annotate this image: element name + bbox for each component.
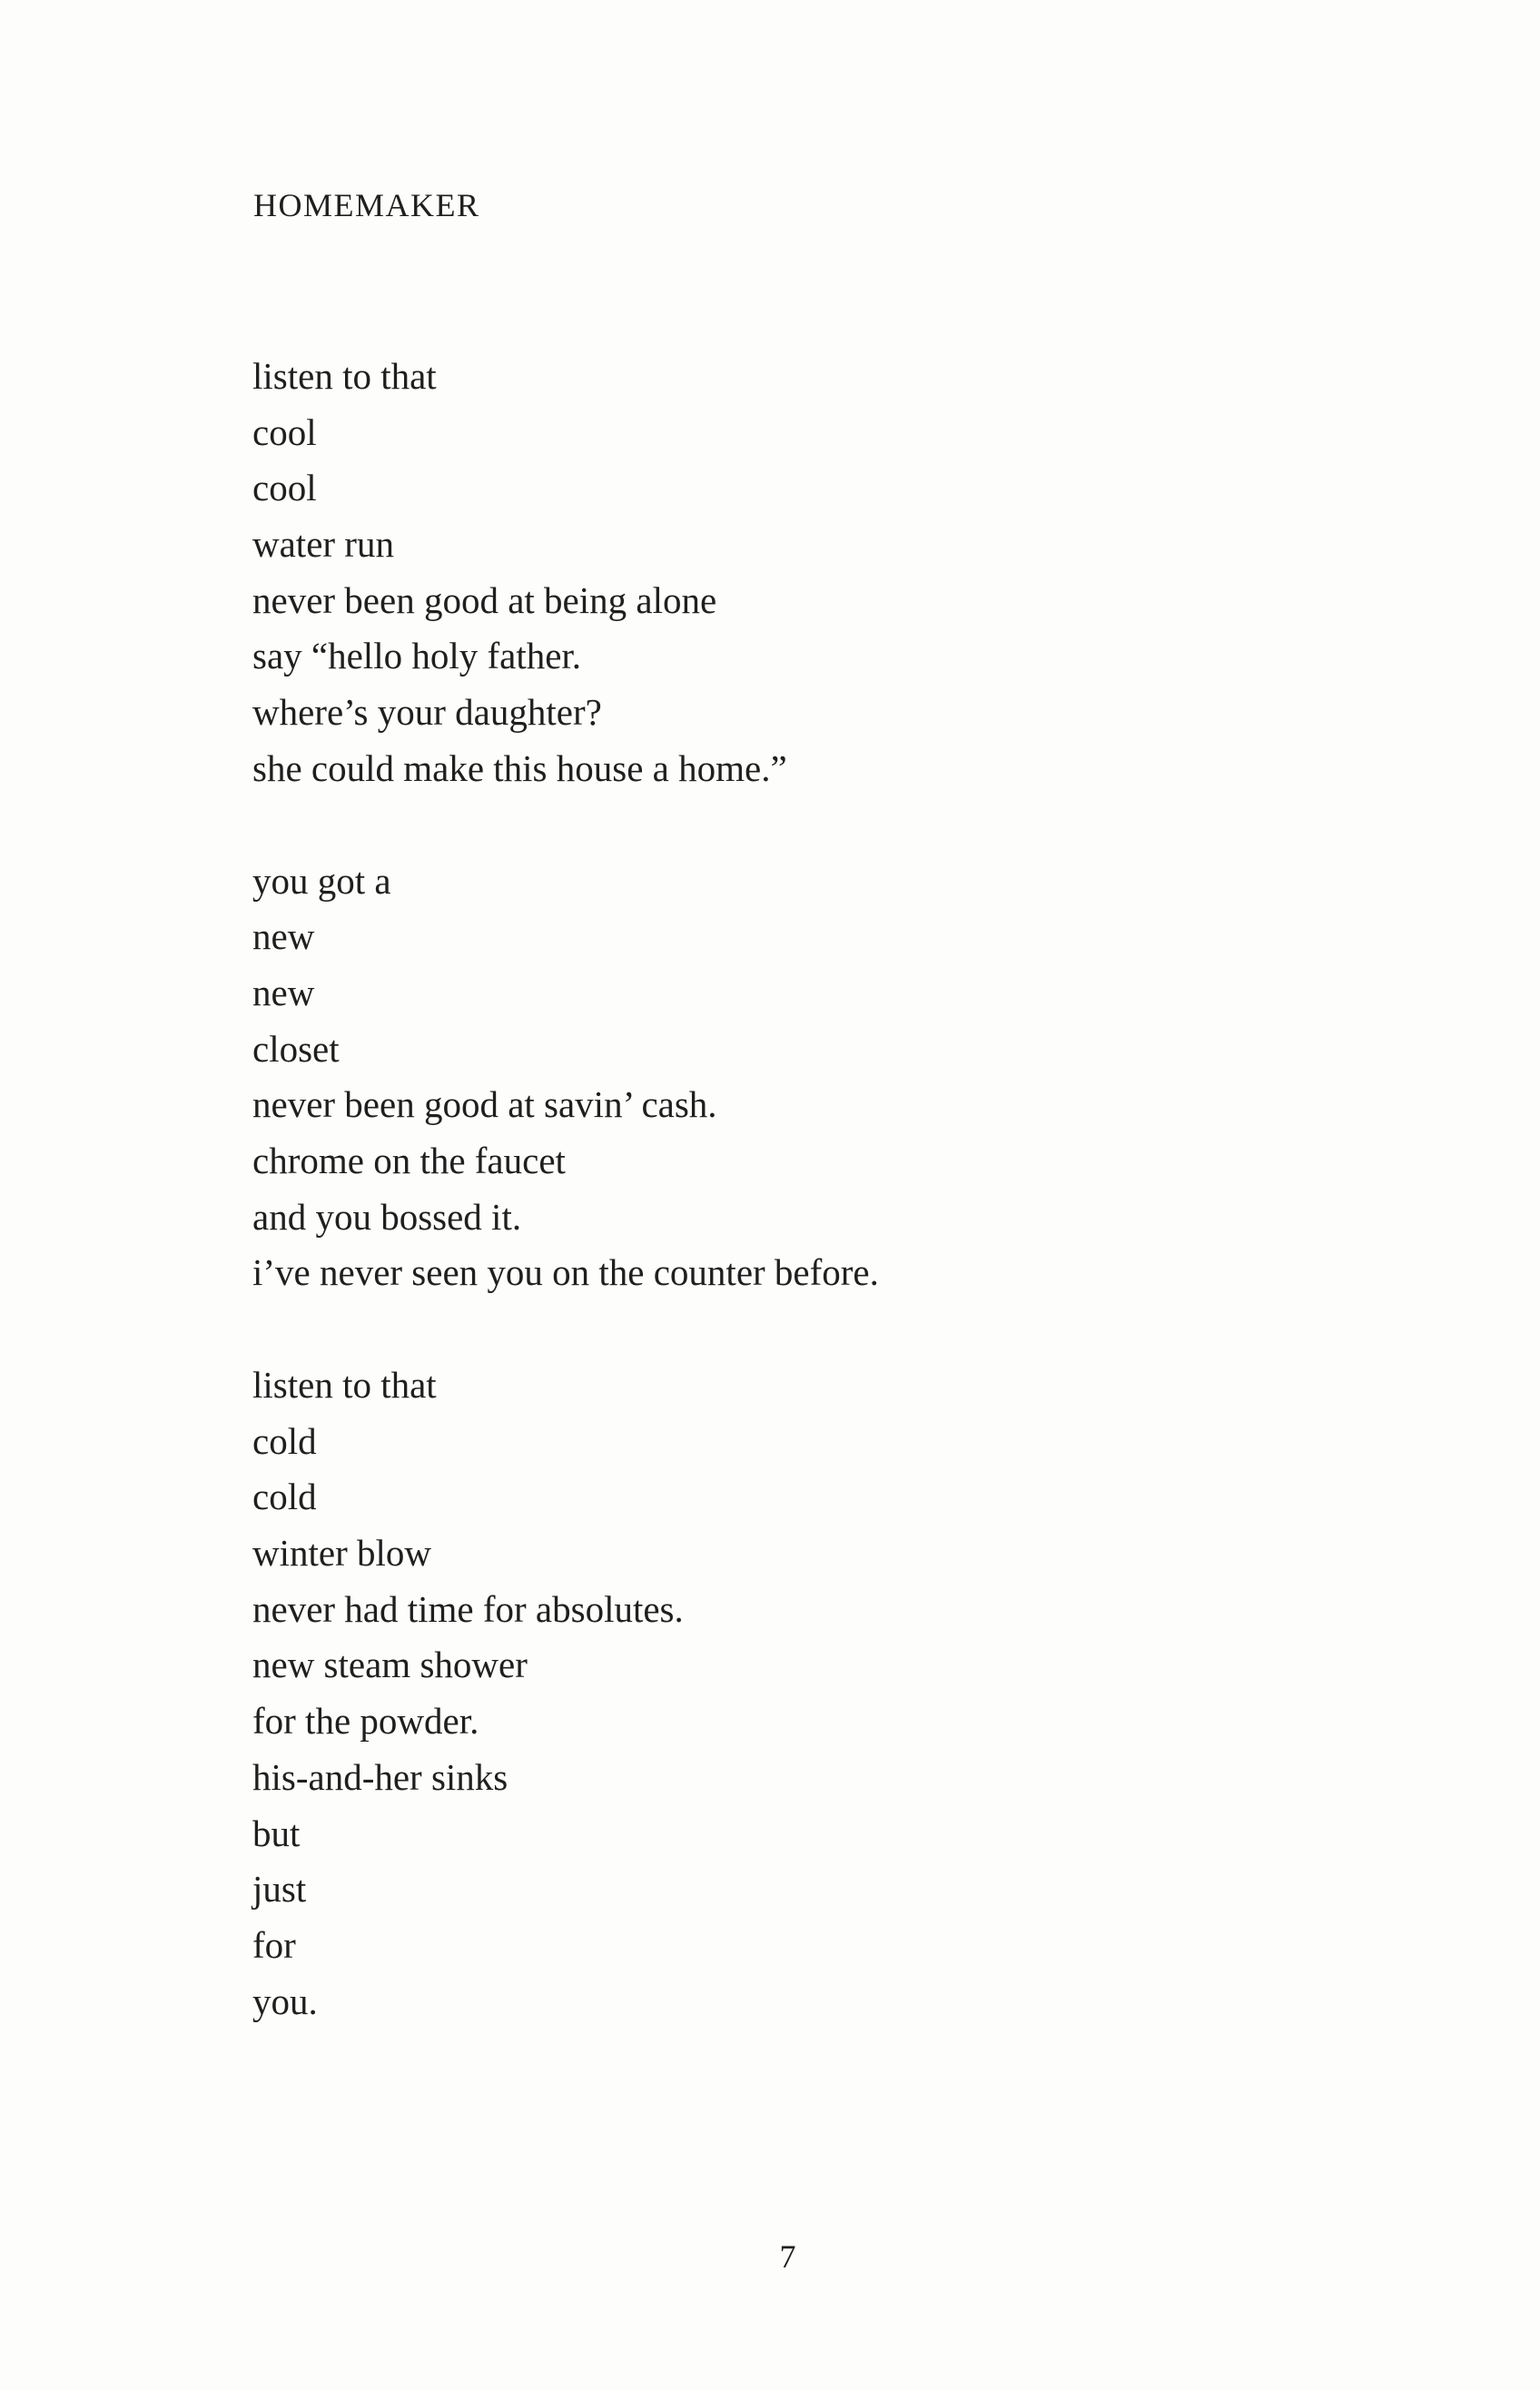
poem-line: new steam shower [252, 1644, 528, 1686]
stanza-2 [252, 854, 1342, 1302]
poem-line: cool [252, 410, 317, 453]
poem-line: chrome on the faucet [252, 1139, 566, 1181]
poem-line: cold [252, 1476, 317, 1518]
poem-line: water run [252, 523, 394, 566]
poem-line: never been good at being alone [252, 578, 717, 621]
poem-line: new [252, 971, 315, 1013]
poem-line: just [252, 1868, 307, 1911]
poem-line: for the powder. [252, 1700, 479, 1743]
poem-line: listen to that [252, 1364, 437, 1406]
poem-line: cool [252, 467, 317, 509]
poem-title: HOMEMAKER [253, 187, 480, 223]
poem-line: listen to that [252, 355, 437, 397]
stanza-1 [252, 349, 1342, 797]
poem-line: closet [252, 1027, 340, 1070]
poem-line: never had time for absolutes. [252, 1587, 684, 1630]
poem-body [252, 349, 1342, 2086]
poem-line: but [252, 1812, 301, 1854]
stanza-3 [252, 1358, 1342, 2030]
poem-line: where’s your daughter? [252, 691, 602, 734]
poem-line: you got a [252, 859, 391, 902]
poem-line: his-and-her sinks [252, 1755, 508, 1798]
page-number: 7 [779, 2238, 796, 2275]
poem-line: never been good at savin’ cash. [252, 1083, 717, 1126]
poem-line: new [252, 915, 315, 958]
poem-line: you. [252, 1980, 318, 2022]
poem-line: for [252, 1923, 296, 1966]
poem-line: i’ve never seen you on the counter before. [252, 1251, 879, 1294]
poem-line: and you bossed it. [252, 1195, 522, 1238]
poem-line: say “hello holy father. [252, 635, 582, 677]
poem-line: cold [252, 1419, 317, 1462]
poem-line: winter blow [252, 1532, 431, 1575]
poem-line: she could make this house a home.” [252, 746, 787, 789]
